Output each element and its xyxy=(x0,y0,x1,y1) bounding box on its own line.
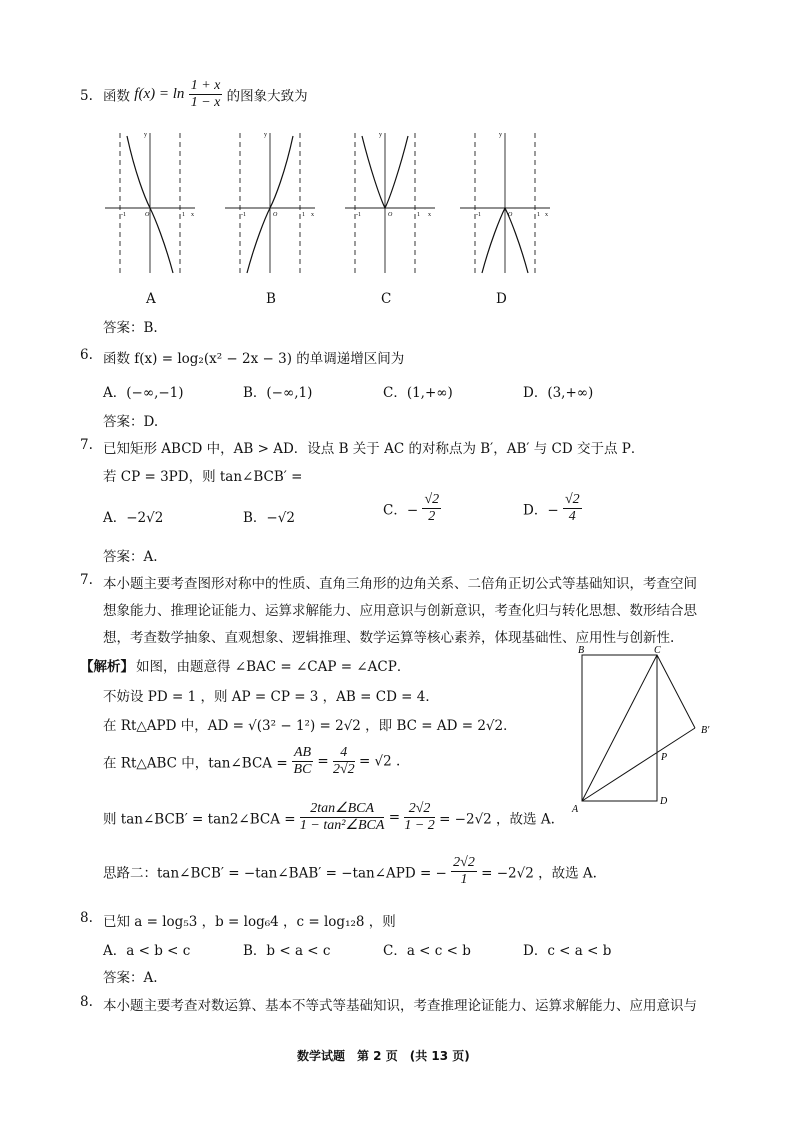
graph-b-pos1: 1 xyxy=(302,212,305,218)
solution-line-4-f2-num: 4 xyxy=(333,745,355,762)
graph-d xyxy=(460,132,550,273)
solution-line-6 xyxy=(103,855,597,888)
q7-note-line-1: 本小题主要考查图形对称中的性质、直角三角形的边角关系、二倍角正切公式等基础知识，考查空间 xyxy=(103,576,697,592)
solution-line-1: 如图，由题意得 ∠BAC = ∠CAP = ∠ACP． xyxy=(136,659,411,675)
q6-option-c: C．(1,+∞) xyxy=(383,385,453,401)
q6-stem: 函数 f(x) = log₂(x² − 2x − 3) 的单调递增区间为 xyxy=(103,351,405,367)
q6-answer: 答案：D. xyxy=(103,414,159,430)
graph-b-xlabel: x xyxy=(311,212,314,218)
q7-option-b: B．−√2 xyxy=(243,510,295,526)
graph-c-neg1: -1 xyxy=(356,212,361,218)
graph-a-neg1: -1 xyxy=(121,212,126,218)
q5-number: 5. xyxy=(80,88,93,104)
q5-formula-num: 1 + x xyxy=(190,78,221,93)
solution-line-3: 在 Rt△APD 中，AD = √(3² − 1²) = 2√2 ，即 BC = AD = 2√2． xyxy=(103,718,517,734)
graph-a-origin: O xyxy=(145,212,150,218)
graph-c-xlabel: x xyxy=(428,212,431,218)
graph-a-ylabel: y xyxy=(144,132,147,138)
q8-option-d: D．c < a < b xyxy=(523,943,612,959)
fig-label-b: B xyxy=(578,645,585,656)
q7-option-c-frac xyxy=(422,492,441,525)
graph-a-xlabel: x xyxy=(191,212,194,218)
graph-a xyxy=(105,132,195,273)
q7-line1: 已知矩形 ABCD 中，AB > AD．设点 B 关于 AC 的对称点为 B′，AB′ 与 CD 交于点 P． xyxy=(103,441,645,457)
q5-formula-den: 1 − x xyxy=(190,95,221,110)
solution-line-4-suffix: = √2 . xyxy=(358,753,401,770)
q8-note-line: 本小题主要考查对数运算、基本不等式等基础知识，考查推理论证能力、运算求解能力、应用意识与 xyxy=(103,998,697,1014)
graph-b-neg1: -1 xyxy=(241,212,246,218)
q5-formula-fraction xyxy=(189,78,223,111)
fig-label-a: A xyxy=(572,804,579,813)
q7-option-d-label: D．− xyxy=(523,502,559,519)
solution-line-5 xyxy=(103,801,555,834)
q8-option-a: A．a < b < c xyxy=(103,943,191,959)
q7-line2: 若 CP = 3PD，则 tan∠BCB′ = xyxy=(103,469,303,485)
q6-option-d: D．(3,+∞) xyxy=(523,385,594,401)
q7-option-d-den: 4 xyxy=(568,509,576,524)
graph-d-neg1: -1 xyxy=(476,212,481,218)
q8-option-c: C．a < c < b xyxy=(383,943,471,959)
q8-number: 8. xyxy=(80,910,93,926)
q8-option-b: B．b < a < c xyxy=(243,943,331,959)
graph-b-ylabel: y xyxy=(264,132,267,138)
q7-option-d xyxy=(523,492,582,525)
q7-number: 7. xyxy=(80,437,93,453)
q7-answer: 答案：A. xyxy=(103,549,158,565)
solution-line-4-frac1 xyxy=(292,745,313,778)
q6-option-b: B．(−∞,1) xyxy=(243,385,313,401)
q5-stem xyxy=(103,78,308,111)
solution-line-6-frac xyxy=(451,855,477,888)
q7-option-d-frac xyxy=(563,492,582,525)
graph-c-origin: O xyxy=(388,212,393,218)
q6-option-a: A．(−∞,−1) xyxy=(103,385,184,401)
solution-line-5-f2-den: 1 − 2 xyxy=(404,818,435,833)
solution-line-4-eq: = xyxy=(317,753,329,770)
q8-answer: 答案：A. xyxy=(103,970,158,986)
q7-option-d-num: √2 xyxy=(564,492,580,507)
solution-line-5-f1-den: 1 − tan²∠BCA xyxy=(299,818,385,833)
q8-stem: 已知 a = log₅3 ，b = log₆4 ，c = log₁₂8 ，则 xyxy=(103,914,396,930)
fig-label-bprime: B′ xyxy=(701,725,710,736)
q6-number: 6. xyxy=(80,347,93,363)
q7-option-c-num: √2 xyxy=(424,492,440,507)
solution-line-5-f1-num: 2tan∠BCA xyxy=(300,801,385,818)
q5-stem-prefix: 函数 xyxy=(103,88,130,105)
solution-line-5-eq: = xyxy=(388,809,401,826)
solution-line-5-frac1 xyxy=(300,801,385,834)
q5-stem-suffix: 的图象大致为 xyxy=(226,88,308,105)
graph-label-b: B xyxy=(266,291,276,307)
graph-c xyxy=(345,132,435,273)
q5-answer: 答案：B. xyxy=(103,320,158,336)
q7-note-line-2: 想象能力、推理论证能力、运算求解能力、应用意识与创新意识，考查化归与转化思想、数形结合思 xyxy=(103,603,697,619)
fig-label-c: C xyxy=(654,645,661,656)
solution-line-4 xyxy=(103,745,400,778)
page-footer: 数学试题 第 2 页 (共 13 页) xyxy=(297,1049,470,1063)
q7-option-c xyxy=(383,492,441,525)
solution-line-6-den: 1 xyxy=(460,872,468,887)
solution-line-2: 不妨设 PD = 1 ，则 AP = CP = 3 ，AB = CD = 4． xyxy=(103,689,439,705)
graph-c-ylabel: y xyxy=(379,132,382,138)
graph-label-c: C xyxy=(381,291,392,307)
fig-label-p: P xyxy=(661,752,668,763)
solution-line-4-f1-den: BC xyxy=(293,762,312,777)
graph-a-pos1: 1 xyxy=(182,212,185,218)
q8-note-number: 8. xyxy=(80,994,93,1010)
q5-graphs xyxy=(100,128,560,278)
graph-c-pos1: 1 xyxy=(417,212,420,218)
solution-line-4-f1-num: AB xyxy=(293,745,312,760)
solution-tag: 【解析】 xyxy=(80,659,134,675)
solution-line-4-prefix: 在 Rt△ABC 中，tan∠BCA = xyxy=(103,755,288,772)
solution-line-4-f2-den: 2√2 xyxy=(332,762,355,777)
graph-d-xlabel: x xyxy=(545,212,548,218)
q7-option-a: A．−2√2 xyxy=(103,510,164,526)
q7-note-number: 7. xyxy=(80,572,93,588)
q7-note-line-3: 想，考查数学抽象、直观想象、逻辑推理、数学运算等核心素养，体现基础性、应用性与创新性. xyxy=(103,630,675,646)
graph-d-ylabel: y xyxy=(499,132,502,138)
fig-label-d: D xyxy=(660,796,668,807)
solution-line-5-frac2 xyxy=(404,801,434,834)
graph-label-d: D xyxy=(496,291,507,307)
q7-option-c-label: C．− xyxy=(383,502,419,519)
graph-b-origin: O xyxy=(273,212,278,218)
solution-line-6-suffix: = −2√2 ，故选 A. xyxy=(481,865,597,882)
graph-d-pos1: 1 xyxy=(537,212,540,218)
solution-line-6-num: 2√2 xyxy=(453,855,475,870)
geometry-figure xyxy=(570,643,720,813)
graph-label-a: A xyxy=(146,291,156,307)
solution-line-6-prefix: 思路二：tan∠BCB′ = −tan∠BAB′ = −tan∠APD = − xyxy=(103,865,447,882)
solution-line-4-frac2 xyxy=(333,745,355,778)
solution-line-5-suffix: = −2√2 ，故选 A. xyxy=(439,811,555,828)
solution-line-5-f2-num: 2√2 xyxy=(404,801,434,818)
solution-line-5-prefix: 则 tan∠BCB′ = tan2∠BCA = xyxy=(103,811,296,828)
q7-option-c-den: 2 xyxy=(428,509,436,524)
graph-b xyxy=(225,132,315,273)
graph-d-origin: O xyxy=(508,212,513,218)
q5-formula-left: f(x) = ln xyxy=(134,86,185,102)
